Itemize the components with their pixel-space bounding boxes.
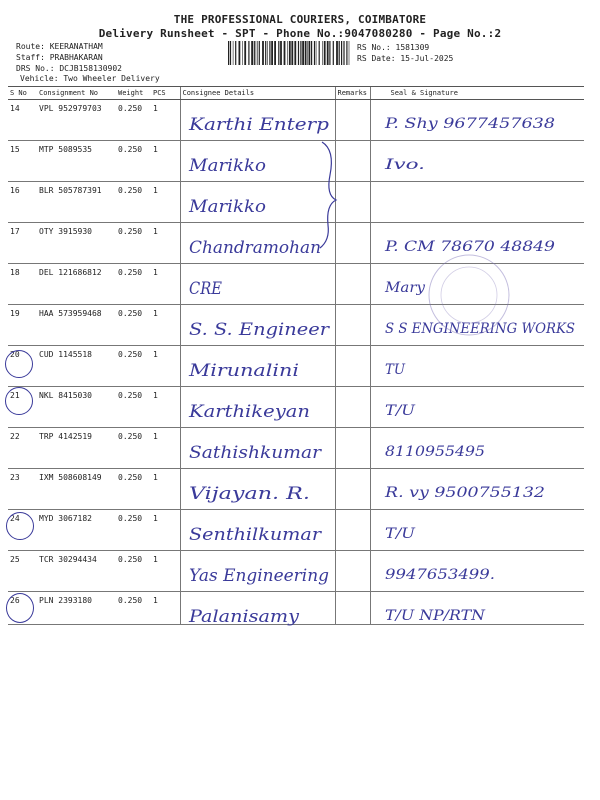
pcs-text: 1 bbox=[153, 186, 158, 195]
barcode-bar bbox=[269, 41, 270, 65]
col-sno: S No bbox=[8, 87, 37, 100]
col-remarks: Remarks bbox=[335, 87, 370, 100]
sno-cell bbox=[8, 264, 37, 305]
barcode-bar bbox=[305, 41, 307, 65]
company-title: THE PROFESSIONAL COURIERS, COIMBATORE bbox=[173, 13, 427, 26]
table-row bbox=[8, 428, 584, 469]
consignment-cell bbox=[37, 592, 116, 625]
pcs-cell bbox=[151, 428, 180, 469]
col-pcs: PCS bbox=[151, 87, 180, 100]
ink-circle bbox=[5, 387, 33, 415]
barcode-bar bbox=[316, 41, 317, 65]
consignment-cell bbox=[37, 182, 116, 223]
weight-cell bbox=[116, 428, 151, 469]
staff-label: Staff: PRABHAKARAN bbox=[16, 53, 103, 62]
pcs-text: 1 bbox=[153, 432, 158, 441]
consignment-cell bbox=[37, 264, 116, 305]
table-row bbox=[8, 141, 584, 182]
consignee-handwriting: Mirunalini bbox=[187, 361, 299, 381]
barcode-bar bbox=[291, 41, 293, 65]
signature-handwriting: T/U bbox=[384, 526, 416, 542]
barcode-bar bbox=[259, 41, 260, 65]
remarks-cell bbox=[335, 551, 370, 592]
seal-cell bbox=[370, 346, 584, 387]
barcode-bar bbox=[248, 41, 249, 65]
table-row bbox=[8, 100, 584, 141]
remarks-cell bbox=[335, 305, 370, 346]
pcs-cell bbox=[151, 305, 180, 346]
barcode-bar bbox=[244, 41, 246, 65]
consignee-cell bbox=[180, 100, 335, 141]
vehicle-label: Vehicle: Two Wheeler Delivery bbox=[20, 74, 160, 83]
sno-cell bbox=[8, 182, 37, 223]
barcode-bar bbox=[300, 41, 301, 65]
barcode-bar bbox=[329, 41, 330, 65]
remarks-cell bbox=[335, 346, 370, 387]
weight-cell bbox=[116, 469, 151, 510]
consignment-text: NKL 8415030 bbox=[39, 391, 92, 400]
barcode-bar bbox=[271, 41, 273, 65]
pcs-cell bbox=[151, 510, 180, 551]
signature-handwriting: Ivo. bbox=[382, 157, 425, 173]
sno-text: 21 bbox=[10, 391, 20, 400]
barcode-bar bbox=[307, 41, 308, 65]
barcode-bar bbox=[233, 41, 234, 65]
table-header bbox=[8, 87, 584, 100]
barcode-bar bbox=[256, 41, 257, 65]
consignee-handwriting: CRE bbox=[188, 279, 223, 299]
weight-cell bbox=[116, 592, 151, 625]
weight-text: 0.250 bbox=[118, 309, 143, 318]
sno-text: 23 bbox=[10, 473, 20, 482]
barcode-bar bbox=[228, 41, 229, 65]
consignment-cell bbox=[37, 551, 116, 592]
barcode-bar bbox=[235, 41, 236, 65]
rs-number: RS No.: 1581309 bbox=[357, 43, 430, 52]
consignment-text: TRP 4142519 bbox=[39, 432, 92, 441]
pcs-text: 1 bbox=[153, 555, 158, 564]
weight-text: 0.250 bbox=[118, 350, 143, 359]
barcode-bar bbox=[333, 41, 334, 65]
table-row bbox=[8, 346, 584, 387]
consignee-handwriting: Vijayan. R. bbox=[188, 484, 310, 504]
seal-cell bbox=[370, 551, 584, 592]
seal-cell bbox=[370, 510, 584, 551]
weight-cell bbox=[116, 305, 151, 346]
table-row bbox=[8, 469, 584, 510]
seal-cell bbox=[370, 100, 584, 141]
pcs-cell bbox=[151, 551, 180, 592]
weight-text: 0.250 bbox=[118, 596, 143, 605]
runsheet-table bbox=[8, 86, 584, 625]
weight-text: 0.250 bbox=[118, 432, 143, 441]
sno-cell bbox=[8, 100, 37, 141]
weight-cell bbox=[116, 182, 151, 223]
sno-text: 17 bbox=[10, 227, 20, 236]
barcode-bar bbox=[251, 41, 253, 65]
weight-cell bbox=[116, 551, 151, 592]
sno-cell bbox=[8, 141, 37, 182]
seal-cell bbox=[370, 592, 584, 625]
remarks-cell bbox=[335, 510, 370, 551]
weight-text: 0.250 bbox=[118, 268, 143, 277]
seal-cell bbox=[370, 141, 584, 182]
pcs-text: 1 bbox=[153, 391, 158, 400]
barcode bbox=[228, 41, 350, 65]
pcs-text: 1 bbox=[153, 473, 158, 482]
consignee-cell bbox=[180, 510, 335, 551]
pcs-cell bbox=[151, 264, 180, 305]
consignee-cell bbox=[180, 551, 335, 592]
signature-handwriting: 9947653499. bbox=[384, 567, 495, 583]
consignment-text: TCR 30294434 bbox=[39, 555, 97, 564]
pcs-text: 1 bbox=[153, 268, 158, 277]
sno-text: 18 bbox=[10, 268, 20, 277]
barcode-bar bbox=[265, 41, 266, 65]
weight-text: 0.250 bbox=[118, 391, 143, 400]
signature-handwriting: S S ENGINEERING WORKS bbox=[384, 321, 575, 337]
col-consignment: Consignment No bbox=[37, 87, 116, 100]
consignee-cell bbox=[180, 223, 335, 264]
consignment-text: CUD 1145518 bbox=[39, 350, 92, 359]
consignee-handwriting: Sathishkumar bbox=[188, 443, 322, 463]
barcode-bar bbox=[254, 41, 255, 65]
barcode-bar bbox=[346, 41, 347, 65]
remarks-cell bbox=[335, 428, 370, 469]
route-label: Route: KEERANATHAM bbox=[16, 42, 103, 51]
pcs-cell bbox=[151, 387, 180, 428]
weight-cell bbox=[116, 100, 151, 141]
signature-handwriting: 8110955495 bbox=[384, 444, 485, 460]
pcs-cell bbox=[151, 100, 180, 141]
barcode-bar bbox=[287, 41, 288, 65]
consignment-cell bbox=[37, 223, 116, 264]
consignee-cell bbox=[180, 305, 335, 346]
barcode-bar bbox=[274, 41, 276, 65]
pcs-text: 1 bbox=[153, 309, 158, 318]
barcode-bar bbox=[239, 41, 241, 65]
weight-cell bbox=[116, 264, 151, 305]
seal-cell bbox=[370, 469, 584, 510]
signature-handwriting: TU bbox=[384, 362, 406, 378]
sno-cell bbox=[8, 469, 37, 510]
barcode-bar bbox=[280, 41, 282, 65]
barcode-bar bbox=[302, 41, 304, 65]
weight-text: 0.250 bbox=[118, 555, 143, 564]
consignment-cell bbox=[37, 346, 116, 387]
barcode-bar bbox=[349, 41, 350, 65]
pcs-cell bbox=[151, 469, 180, 510]
consignment-text: OTY 3915930 bbox=[39, 227, 92, 236]
consignee-handwriting: Chandramohan bbox=[188, 238, 321, 258]
sno-text: 14 bbox=[10, 104, 20, 113]
pcs-cell bbox=[151, 182, 180, 223]
pcs-text: 1 bbox=[153, 227, 158, 236]
consignment-cell bbox=[37, 510, 116, 551]
barcode-bar bbox=[284, 41, 286, 65]
pcs-cell bbox=[151, 346, 180, 387]
ink-circle bbox=[6, 512, 34, 540]
consignment-text: MTP 5089535 bbox=[39, 145, 92, 154]
consignment-text: PLN 2393180 bbox=[39, 596, 92, 605]
consignment-cell bbox=[37, 428, 116, 469]
pcs-text: 1 bbox=[153, 514, 158, 523]
pcs-cell bbox=[151, 223, 180, 264]
pcs-text: 1 bbox=[153, 350, 158, 359]
consignee-cell bbox=[180, 182, 335, 223]
barcode-bar bbox=[324, 41, 326, 65]
barcode-bar bbox=[327, 41, 329, 65]
col-weight: Weight bbox=[116, 87, 151, 100]
company-stamp bbox=[424, 250, 514, 340]
remarks-cell bbox=[335, 182, 370, 223]
sno-cell bbox=[8, 223, 37, 264]
remarks-cell bbox=[335, 100, 370, 141]
remarks-cell bbox=[335, 141, 370, 182]
barcode-bar bbox=[278, 41, 279, 65]
consignee-handwriting: Karthi Enterp bbox=[187, 115, 329, 135]
consignment-cell bbox=[37, 141, 116, 182]
consignee-cell bbox=[180, 346, 335, 387]
consignee-handwriting: Marikko bbox=[187, 156, 266, 176]
barcode-bar bbox=[343, 41, 344, 65]
weight-text: 0.250 bbox=[118, 514, 143, 523]
consignee-handwriting: Senthilkumar bbox=[188, 525, 322, 545]
table-row bbox=[8, 182, 584, 223]
signature-handwriting: R. vy 9500755132 bbox=[383, 485, 545, 501]
barcode-bar bbox=[289, 41, 291, 65]
consignment-cell bbox=[37, 100, 116, 141]
consignee-cell bbox=[180, 428, 335, 469]
weight-text: 0.250 bbox=[118, 473, 143, 482]
barcode-bar bbox=[319, 41, 320, 65]
remarks-cell bbox=[335, 264, 370, 305]
consignment-cell bbox=[37, 469, 116, 510]
sno-text: 15 bbox=[10, 145, 20, 154]
signature-handwriting: T/U NP/RTN bbox=[384, 608, 486, 624]
pcs-text: 1 bbox=[153, 145, 158, 154]
sno-text: 24 bbox=[10, 514, 20, 523]
consignee-handwriting: Yas Engineering bbox=[188, 566, 329, 586]
sno-text: 26 bbox=[10, 596, 20, 605]
consignee-handwriting: Marikko bbox=[187, 197, 266, 217]
seal-cell bbox=[370, 182, 584, 223]
consignment-text: MYD 3067182 bbox=[39, 514, 92, 523]
consignee-handwriting: Karthikeyan bbox=[187, 402, 310, 422]
consignment-text: IXM 508608149 bbox=[39, 473, 102, 482]
barcode-bar bbox=[230, 41, 231, 65]
weight-cell bbox=[116, 387, 151, 428]
barcode-bar bbox=[262, 41, 264, 65]
signature-handwriting: T/U bbox=[384, 403, 416, 419]
barcode-bar bbox=[309, 41, 311, 65]
weight-cell bbox=[116, 141, 151, 182]
consignee-cell bbox=[180, 469, 335, 510]
weight-cell bbox=[116, 223, 151, 264]
remarks-cell bbox=[335, 223, 370, 264]
seal-cell bbox=[370, 428, 584, 469]
sno-text: 16 bbox=[10, 186, 20, 195]
table-row bbox=[8, 510, 584, 551]
consignee-cell bbox=[180, 387, 335, 428]
consignment-text: HAA 573959468 bbox=[39, 309, 102, 318]
consignee-cell bbox=[180, 264, 335, 305]
barcode-bar bbox=[242, 41, 243, 65]
barcode-bar bbox=[339, 41, 340, 65]
barcode-bar bbox=[314, 41, 315, 65]
table-row bbox=[8, 551, 584, 592]
barcode-bar bbox=[294, 41, 296, 65]
consignee-handwriting: S. S. Engineer bbox=[188, 320, 330, 340]
col-seal: Seal & Signature bbox=[370, 87, 584, 100]
runsheet-title: Delivery Runsheet - SPT - Phone No.:9047080280 - Page No.:2 bbox=[98, 27, 502, 40]
drs-label: DRS No.: DCJB158130902 bbox=[16, 64, 122, 73]
rs-date: RS Date: 15-Jul-2025 bbox=[357, 54, 454, 63]
consignment-text: VPL 952979703 bbox=[39, 104, 102, 113]
seal-cell bbox=[370, 387, 584, 428]
sno-cell bbox=[8, 428, 37, 469]
weight-text: 0.250 bbox=[118, 104, 143, 113]
sno-text: 22 bbox=[10, 432, 20, 441]
remarks-cell bbox=[335, 387, 370, 428]
sno-cell bbox=[8, 551, 37, 592]
barcode-bar bbox=[267, 41, 268, 65]
signature-handwriting: P. Shy 9677457638 bbox=[383, 116, 555, 132]
consignment-cell bbox=[37, 387, 116, 428]
ink-circle bbox=[5, 350, 33, 378]
barcode-bar bbox=[257, 41, 258, 65]
sno-text: 20 bbox=[10, 350, 20, 359]
table-row bbox=[8, 592, 584, 625]
pcs-text: 1 bbox=[153, 596, 158, 605]
pcs-text: 1 bbox=[153, 104, 158, 113]
barcode-bar bbox=[322, 41, 323, 65]
pcs-cell bbox=[151, 141, 180, 182]
remarks-cell bbox=[335, 592, 370, 625]
signature-handwriting: P. CM 78670 48849 bbox=[383, 239, 555, 255]
weight-cell bbox=[116, 510, 151, 551]
consignment-cell bbox=[37, 305, 116, 346]
remarks-cell bbox=[335, 469, 370, 510]
pcs-cell bbox=[151, 592, 180, 625]
barcode-bar bbox=[311, 41, 312, 65]
table-row bbox=[8, 387, 584, 428]
ink-circle bbox=[6, 593, 34, 623]
col-consignee: Consignee Details bbox=[180, 87, 335, 100]
sno-text: 19 bbox=[10, 309, 20, 318]
barcode-bar bbox=[298, 41, 299, 65]
barcode-bar bbox=[336, 41, 338, 65]
signature-handwriting: Mary bbox=[383, 280, 426, 296]
barcode-bar bbox=[341, 41, 342, 65]
consignment-text: DEL 121686812 bbox=[39, 268, 102, 277]
weight-text: 0.250 bbox=[118, 227, 143, 236]
consignment-text: BLR 505787391 bbox=[39, 186, 102, 195]
sno-cell bbox=[8, 305, 37, 346]
sno-text: 25 bbox=[10, 555, 20, 564]
weight-text: 0.250 bbox=[118, 145, 143, 154]
weight-text: 0.250 bbox=[118, 186, 143, 195]
consignee-cell bbox=[180, 141, 335, 182]
consignee-cell bbox=[180, 592, 335, 625]
weight-cell bbox=[116, 346, 151, 387]
consignee-handwriting: Palanisamy bbox=[187, 607, 299, 627]
